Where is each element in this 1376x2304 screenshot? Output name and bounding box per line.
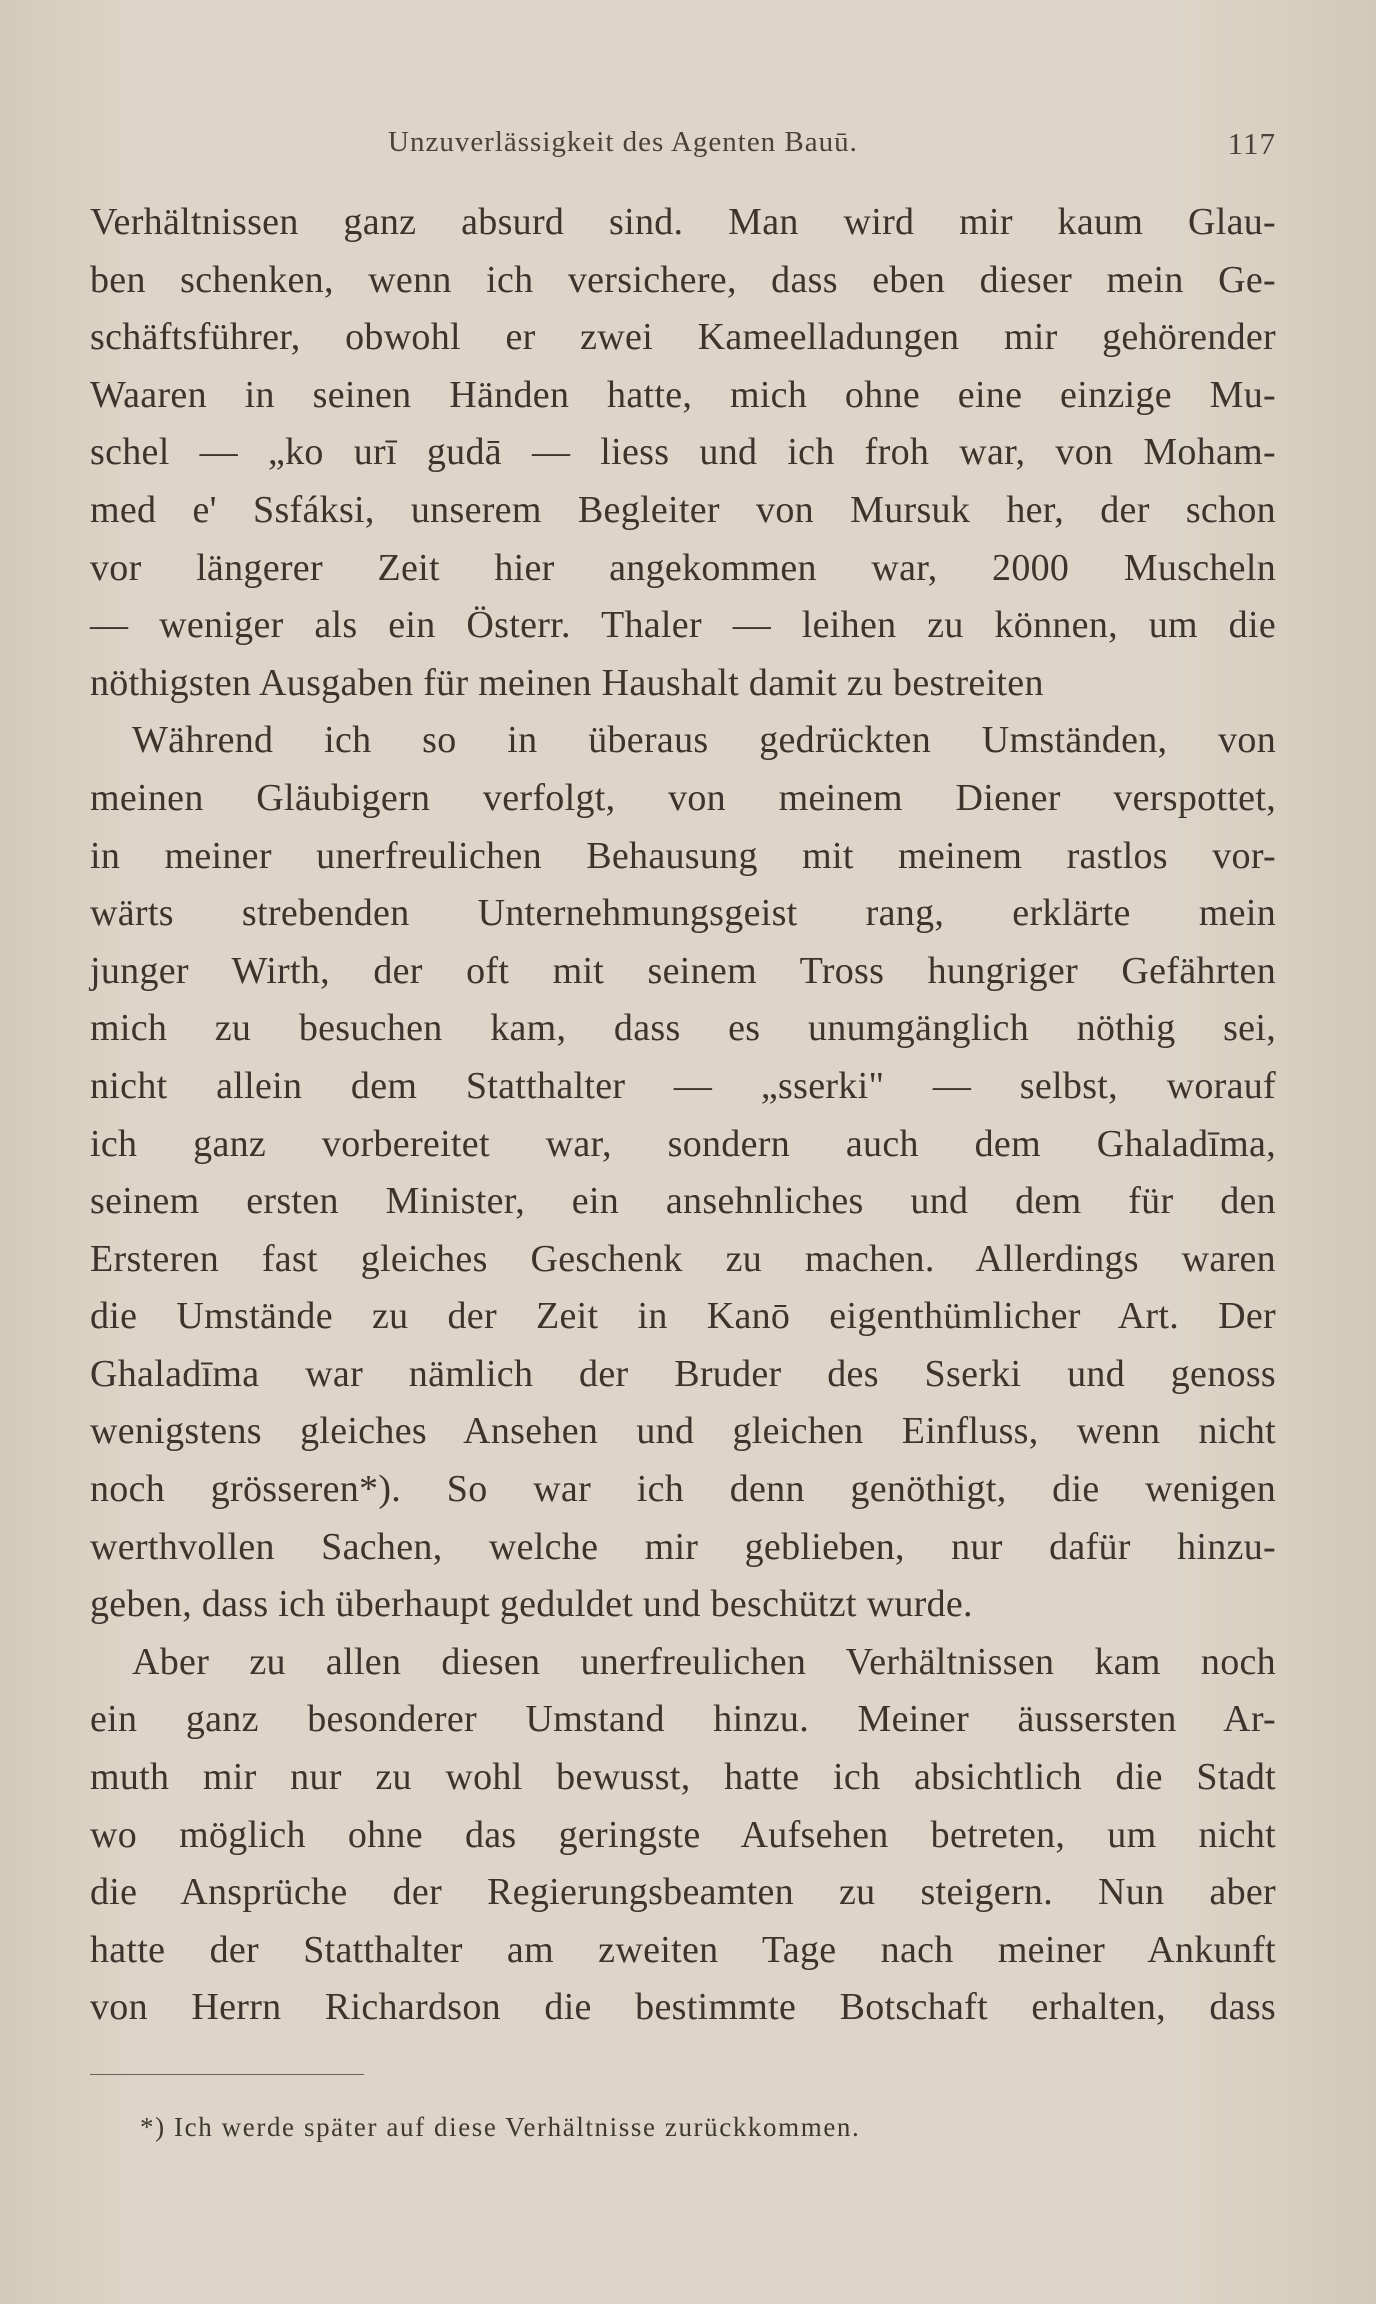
text-line: ich ganz vorbereitet war, sondern auch dem Ghaladīma,: [90, 1122, 1276, 1165]
text-line: geben, dass ich überhaupt geduldet und beschützt wurde.: [90, 1583, 973, 1626]
text-line: ein ganz besonderer Umstand hinzu. Meiner äussersten Ar-: [90, 1698, 1276, 1741]
text-line: die Ansprüche der Regierungsbeamten zu steigern. Nun aber: [90, 1871, 1276, 1914]
text-line: Aber zu allen diesen unerfreulichen Verhältnissen kam noch: [132, 1640, 1276, 1683]
text-line: muth mir nur zu wohl bewusst, hatte ich absichtlich die Stadt: [90, 1756, 1276, 1799]
footnote-divider: [90, 2074, 364, 2075]
text-line: med e' Ssfáksi, unserem Begleiter von Mursuk her, der schon: [90, 488, 1276, 531]
text-line: mich zu besuchen kam, dass es unumgänglich nöthig sei,: [90, 1007, 1276, 1050]
text-line: wo möglich ohne das geringste Aufsehen betreten, um nicht: [90, 1813, 1276, 1856]
text-line: in meiner unerfreulichen Behausung mit meinem rastlos vor-: [90, 834, 1276, 877]
text-line: hatte der Statthalter am zweiten Tage nach meiner Ankunft: [90, 1928, 1276, 1971]
text-line: Ersteren fast gleiches Geschenk zu machen. Allerdings waren: [90, 1237, 1276, 1280]
text-line: schäftsführer, obwohl er zwei Kameelladungen mir gehörender: [90, 316, 1276, 359]
running-title: Unzuverlässigkeit des Agenten Bauū.: [388, 126, 858, 158]
text-line: Ghaladīma war nämlich der Bruder des Sserki und genoss: [90, 1352, 1276, 1395]
text-line: Verhältnissen ganz absurd sind. Man wird mir kaum Glau-: [90, 201, 1276, 243]
text-line: — weniger als ein Österr. Thaler — leihen zu können, um die: [90, 604, 1276, 647]
text-line: von Herrn Richardson die bestimmte Botschaft erhalten, dass: [90, 1986, 1276, 2029]
text-line: vor längerer Zeit hier angekommen war, 2000 Muscheln: [90, 546, 1276, 589]
text-line: wenigstens gleiches Ansehen und gleichen Einfluss, wenn nicht: [90, 1410, 1276, 1453]
text-line: junger Wirth, der oft mit seinem Tross hungriger Gefährten: [90, 949, 1276, 992]
text-line: die Umstände zu der Zeit in Kanō eigenthümlicher Art. Der: [90, 1295, 1276, 1338]
text-line: werthvollen Sachen, welche mir geblieben, nur dafür hinzu-: [90, 1525, 1276, 1568]
text-line: schel — „ko urī gudā — liess und ich froh war, von Moham-: [90, 431, 1276, 474]
text-line: nöthigsten Ausgaben für meinen Haushalt damit zu bestreiten: [90, 661, 1044, 704]
page-number: 117: [1227, 126, 1276, 161]
text-line: Während ich so in überaus gedrückten Umständen, von: [132, 719, 1276, 762]
text-line: nicht allein dem Statthalter — „sserki" — selbst, worauf: [90, 1064, 1276, 1107]
running-header: [90, 118, 1276, 168]
body-text: [90, 194, 1276, 2037]
text-line: wärts strebenden Unternehmungsgeist rang, erklärte mein: [90, 892, 1276, 935]
text-line: meinen Gläubigern verfolgt, von meinem Diener verspottet,: [90, 776, 1276, 819]
text-line: ben schenken, wenn ich versichere, dass eben dieser mein Ge-: [90, 258, 1276, 301]
text-line: seinem ersten Minister, ein ansehnliches und dem für den: [90, 1180, 1276, 1223]
text-line: Waaren in seinen Händen hatte, mich ohne eine einzige Mu-: [90, 373, 1276, 416]
text-line: noch grösseren*). So war ich denn genöthigt, die wenigen: [90, 1468, 1276, 1511]
footnote: *) Ich werde später auf diese Verhältnisse zurückkommen.: [140, 2112, 861, 2142]
